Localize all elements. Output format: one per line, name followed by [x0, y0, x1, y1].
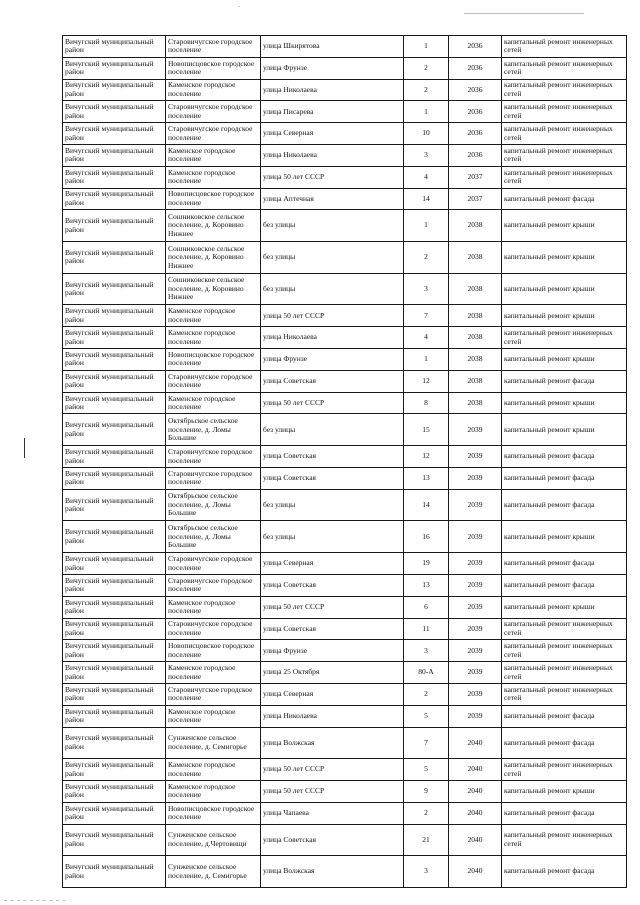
table-row: [63, 446, 627, 468]
street-cell: улица Писарева: [261, 101, 404, 123]
street-cell: улица Фрунзе: [261, 349, 404, 371]
district-cell: Вичугский муниципальный район: [63, 392, 166, 414]
district-cell: Вичугский муниципальный район: [63, 242, 166, 274]
year-cell: 2039: [449, 683, 502, 705]
street-cell: улица Северная: [261, 683, 404, 705]
settlement-cell: Старовичугское городское поселение: [166, 36, 261, 58]
district-cell: Вичугский муниципальный район: [63, 349, 166, 371]
house-number-cell: 3: [404, 144, 449, 166]
district-cell: Вичугский муниципальный район: [63, 618, 166, 640]
street-cell: без улицы: [261, 521, 404, 553]
table-row: [63, 467, 627, 489]
settlement-cell: Октябрьское сельское поселение, д. Ломы Большие: [166, 414, 261, 446]
table-row: [63, 305, 627, 327]
settlement-cell: Каменское городское поселение: [166, 166, 261, 188]
settlement-cell: Старовичугское городское поселение: [166, 467, 261, 489]
street-cell: улица Волжская: [261, 727, 404, 759]
house-number-cell: 12: [404, 370, 449, 392]
street-cell: без улицы: [261, 210, 404, 242]
table-row: [63, 596, 627, 618]
street-cell: без улицы: [261, 489, 404, 521]
street-cell: улица Советская: [261, 467, 404, 489]
settlement-cell: Каменское городское поселение: [166, 759, 261, 781]
year-cell: 2038: [449, 210, 502, 242]
work-type-cell: капитальный ремонт крыши: [502, 242, 627, 274]
street-cell: без улицы: [261, 273, 404, 305]
year-cell: 2039: [449, 640, 502, 662]
settlement-cell: Старовичугское городское поселение: [166, 553, 261, 575]
year-cell: 2039: [449, 521, 502, 553]
work-type-cell: капитальный ремонт инженерных сетей: [502, 123, 627, 145]
year-cell: 2038: [449, 349, 502, 371]
table-row: [63, 57, 627, 79]
house-number-cell: 19: [404, 553, 449, 575]
work-type-cell: капитальный ремонт инженерных сетей: [502, 79, 627, 101]
work-type-cell: капитальный ремонт крыши: [502, 596, 627, 618]
house-number-cell: 15: [404, 414, 449, 446]
settlement-cell: Сошниковское сельское поселение, д. Коровино Нижнее: [166, 273, 261, 305]
district-cell: Вичугский муниципальный район: [63, 596, 166, 618]
district-cell: Вичугский муниципальный район: [63, 57, 166, 79]
table-row: [63, 521, 627, 553]
house-number-cell: 4: [404, 166, 449, 188]
table-row: [63, 349, 627, 371]
house-number-cell: 5: [404, 705, 449, 727]
street-cell: улица Советская: [261, 824, 404, 856]
work-type-cell: капитальный ремонт крыши: [502, 305, 627, 327]
settlement-cell: Октябрьское сельское поселение, д. Ломы Большие: [166, 521, 261, 553]
work-type-cell: капитальный ремонт крыши: [502, 273, 627, 305]
house-number-cell: 21: [404, 824, 449, 856]
year-cell: 2040: [449, 824, 502, 856]
street-cell: улица Чапаева: [261, 802, 404, 824]
table-body: [63, 36, 627, 888]
margin-rule: [24, 438, 25, 458]
house-number-cell: 1: [404, 36, 449, 58]
street-cell: улица Северная: [261, 123, 404, 145]
settlement-cell: Старовичугское городское поселение: [166, 370, 261, 392]
work-type-cell: капитальный ремонт фасада: [502, 370, 627, 392]
settlement-cell: Каменское городское поселение: [166, 327, 261, 349]
house-number-cell: 8: [404, 392, 449, 414]
work-type-cell: капитальный ремонт инженерных сетей: [502, 327, 627, 349]
work-type-cell: капитальный ремонт фасада: [502, 553, 627, 575]
settlement-cell: Новописцовское городское поселение: [166, 57, 261, 79]
work-type-cell: капитальный ремонт фасада: [502, 856, 627, 888]
house-number-cell: 3: [404, 273, 449, 305]
district-cell: Вичугский муниципальный район: [63, 101, 166, 123]
year-cell: 2038: [449, 305, 502, 327]
house-number-cell: 5: [404, 759, 449, 781]
street-cell: улица 50 лет СССР: [261, 759, 404, 781]
table-row: [63, 210, 627, 242]
street-cell: улица Фрунзе: [261, 57, 404, 79]
year-cell: 2038: [449, 392, 502, 414]
year-cell: 2040: [449, 802, 502, 824]
house-number-cell: 3: [404, 640, 449, 662]
street-cell: улица 50 лет СССР: [261, 305, 404, 327]
year-cell: 2039: [449, 446, 502, 468]
year-cell: 2036: [449, 79, 502, 101]
house-number-cell: 16: [404, 521, 449, 553]
house-number-cell: 1: [404, 101, 449, 123]
district-cell: Вичугский муниципальный район: [63, 327, 166, 349]
work-type-cell: капитальный ремонт инженерных сетей: [502, 144, 627, 166]
table-row: [63, 553, 627, 575]
settlement-cell: Старовичугское городское поселение: [166, 101, 261, 123]
street-cell: улица Фрунзе: [261, 640, 404, 662]
settlement-cell: Новописцовское городское поселение: [166, 802, 261, 824]
settlement-cell: Каменское городское поселение: [166, 79, 261, 101]
district-cell: Вичугский муниципальный район: [63, 683, 166, 705]
settlement-cell: Каменское городское поселение: [166, 144, 261, 166]
settlement-cell: Старовичугское городское поселение: [166, 618, 261, 640]
work-type-cell: капитальный ремонт крыши: [502, 392, 627, 414]
street-cell: улица 50 лет СССР: [261, 596, 404, 618]
work-type-cell: капитальный ремонт фасада: [502, 705, 627, 727]
street-cell: улица Советская: [261, 618, 404, 640]
settlement-cell: Каменское городское поселение: [166, 705, 261, 727]
table-row: [63, 144, 627, 166]
street-cell: улица Николаева: [261, 79, 404, 101]
settlement-cell: Сунженское сельское поселение, д. Семигорье: [166, 856, 261, 888]
street-cell: улица Николаева: [261, 144, 404, 166]
settlement-cell: Каменское городское поселение: [166, 781, 261, 803]
settlement-cell: Сошниковское сельское поселение, д. Коровино Нижнее: [166, 210, 261, 242]
year-cell: 2036: [449, 57, 502, 79]
year-cell: 2038: [449, 242, 502, 274]
year-cell: 2040: [449, 759, 502, 781]
settlement-cell: Сошниковское сельское поселение, д. Коровино Нижнее: [166, 242, 261, 274]
table-row: [63, 824, 627, 856]
work-type-cell: капитальный ремонт фасада: [502, 489, 627, 521]
year-cell: 2039: [449, 705, 502, 727]
settlement-cell: Каменское городское поселение: [166, 305, 261, 327]
table-row: [63, 705, 627, 727]
house-number-cell: 14: [404, 188, 449, 210]
year-cell: 2038: [449, 273, 502, 305]
house-number-cell: 11: [404, 618, 449, 640]
house-number-cell: 2: [404, 802, 449, 824]
table-row: [63, 392, 627, 414]
year-cell: 2040: [449, 781, 502, 803]
year-cell: 2039: [449, 467, 502, 489]
house-number-cell: 1: [404, 210, 449, 242]
house-number-cell: 2: [404, 683, 449, 705]
work-type-cell: капитальный ремонт крыши: [502, 521, 627, 553]
work-type-cell: капитальный ремонт инженерных сетей: [502, 101, 627, 123]
table-row: [63, 166, 627, 188]
year-cell: 2040: [449, 727, 502, 759]
street-cell: без улицы: [261, 242, 404, 274]
work-type-cell: капитальный ремонт крыши: [502, 414, 627, 446]
table-row: [63, 370, 627, 392]
settlement-cell: Октябрьское сельское поселение, д. Ломы Большие: [166, 489, 261, 521]
table-row: [63, 188, 627, 210]
street-cell: улица Советская: [261, 574, 404, 596]
table-row: [63, 327, 627, 349]
work-type-cell: капитальный ремонт инженерных сетей: [502, 824, 627, 856]
table-row: [63, 856, 627, 888]
work-type-cell: капитальный ремонт инженерных сетей: [502, 759, 627, 781]
settlement-cell: Сунженское сельское поселение, д.Чертовищи: [166, 824, 261, 856]
table-row: [63, 489, 627, 521]
district-cell: Вичугский муниципальный район: [63, 414, 166, 446]
year-cell: 2039: [449, 553, 502, 575]
district-cell: Вичугский муниципальный район: [63, 210, 166, 242]
top-rule: [464, 13, 584, 14]
year-cell: 2039: [449, 574, 502, 596]
year-cell: 2036: [449, 36, 502, 58]
district-cell: Вичугский муниципальный район: [63, 640, 166, 662]
table-row: [63, 36, 627, 58]
district-cell: Вичугский муниципальный район: [63, 824, 166, 856]
street-cell: улица Советская: [261, 370, 404, 392]
work-type-cell: капитальный ремонт инженерных сетей: [502, 683, 627, 705]
year-cell: 2039: [449, 596, 502, 618]
year-cell: 2038: [449, 370, 502, 392]
district-cell: Вичугский муниципальный район: [63, 144, 166, 166]
work-type-cell: капитальный ремонт фасада: [502, 802, 627, 824]
street-cell: улица 50 лет СССР: [261, 781, 404, 803]
work-type-cell: капитальный ремонт фасада: [502, 188, 627, 210]
district-cell: Вичугский муниципальный район: [63, 781, 166, 803]
work-type-cell: капитальный ремонт инженерных сетей: [502, 640, 627, 662]
settlement-cell: Новописцовское городское поселение: [166, 349, 261, 371]
table-row: [63, 273, 627, 305]
street-cell: улица Николаева: [261, 705, 404, 727]
district-cell: Вичугский муниципальный район: [63, 856, 166, 888]
table-row: [63, 79, 627, 101]
district-cell: Вичугский муниципальный район: [63, 662, 166, 684]
table-row: [63, 727, 627, 759]
street-cell: улица Волжская: [261, 856, 404, 888]
work-type-cell: капитальный ремонт крыши: [502, 210, 627, 242]
table-row: [63, 662, 627, 684]
work-type-cell: капитальный ремонт инженерных сетей: [502, 57, 627, 79]
table-row: [63, 781, 627, 803]
house-number-cell: 2: [404, 57, 449, 79]
work-type-cell: капитальный ремонт фасада: [502, 446, 627, 468]
year-cell: 2036: [449, 123, 502, 145]
district-cell: Вичугский муниципальный район: [63, 273, 166, 305]
table-row: [63, 802, 627, 824]
table-row: [63, 618, 627, 640]
district-cell: Вичугский муниципальный район: [63, 759, 166, 781]
settlement-cell: Старовичугское городское поселение: [166, 574, 261, 596]
house-number-cell: 7: [404, 305, 449, 327]
settlement-cell: Каменское городское поселение: [166, 392, 261, 414]
house-number-cell: 2: [404, 242, 449, 274]
district-cell: Вичугский муниципальный район: [63, 521, 166, 553]
table-row: [63, 123, 627, 145]
district-cell: Вичугский муниципальный район: [63, 446, 166, 468]
work-type-cell: капитальный ремонт фасада: [502, 727, 627, 759]
district-cell: Вичугский муниципальный район: [63, 166, 166, 188]
year-cell: 2039: [449, 662, 502, 684]
house-number-cell: 1: [404, 349, 449, 371]
work-type-cell: капитальный ремонт крыши: [502, 781, 627, 803]
year-cell: 2040: [449, 856, 502, 888]
street-cell: улица Северная: [261, 553, 404, 575]
year-cell: 2036: [449, 144, 502, 166]
street-cell: улица Советская: [261, 446, 404, 468]
settlement-cell: Старовичугское городское поселение: [166, 683, 261, 705]
street-cell: улица Николаева: [261, 327, 404, 349]
work-type-cell: капитальный ремонт инженерных сетей: [502, 36, 627, 58]
street-cell: улица 50 лет СССР: [261, 392, 404, 414]
district-cell: Вичугский муниципальный район: [63, 802, 166, 824]
street-cell: улица 25 Октября: [261, 662, 404, 684]
year-cell: 2039: [449, 489, 502, 521]
settlement-cell: Каменское городское поселение: [166, 662, 261, 684]
street-cell: без улицы: [261, 414, 404, 446]
table-row: [63, 414, 627, 446]
district-cell: Вичугский муниципальный район: [63, 79, 166, 101]
district-cell: Вичугский муниципальный район: [63, 36, 166, 58]
district-cell: Вичугский муниципальный район: [63, 305, 166, 327]
district-cell: Вичугский муниципальный район: [63, 123, 166, 145]
work-type-cell: капитальный ремонт крыши: [502, 349, 627, 371]
house-number-cell: 6: [404, 596, 449, 618]
house-number-cell: 4: [404, 327, 449, 349]
settlement-cell: Сунженское сельское поселение, д. Семигорье: [166, 727, 261, 759]
settlement-cell: Новописцовское городское поселение: [166, 640, 261, 662]
house-number-cell: 13: [404, 574, 449, 596]
settlement-cell: Каменское городское поселение: [166, 596, 261, 618]
corner-mark: -: [238, 4, 240, 10]
table-row: [63, 683, 627, 705]
year-cell: 2036: [449, 101, 502, 123]
work-type-cell: капитальный ремонт инженерных сетей: [502, 166, 627, 188]
work-type-cell: капитальный ремонт фасада: [502, 574, 627, 596]
work-type-cell: капитальный ремонт инженерных сетей: [502, 662, 627, 684]
table-row: [63, 242, 627, 274]
table-row: [63, 640, 627, 662]
work-type-cell: капитальный ремонт фасада: [502, 467, 627, 489]
year-cell: 2039: [449, 618, 502, 640]
house-number-cell: 2: [404, 79, 449, 101]
house-number-cell: 9: [404, 781, 449, 803]
district-cell: Вичугский муниципальный район: [63, 467, 166, 489]
street-cell: улица Аптечная: [261, 188, 404, 210]
district-cell: Вичугский муниципальный район: [63, 705, 166, 727]
year-cell: 2037: [449, 166, 502, 188]
house-number-cell: 13: [404, 467, 449, 489]
settlement-cell: Старовичугское городское поселение: [166, 123, 261, 145]
street-cell: улица 50 лет СССР: [261, 166, 404, 188]
work-type-cell: капитальный ремонт инженерных сетей: [502, 618, 627, 640]
district-cell: Вичугский муниципальный район: [63, 489, 166, 521]
year-cell: 2037: [449, 188, 502, 210]
table-row: [63, 759, 627, 781]
district-cell: Вичугский муниципальный район: [63, 574, 166, 596]
year-cell: 2039: [449, 414, 502, 446]
district-cell: Вичугский муниципальный район: [63, 553, 166, 575]
repair-schedule-table: [62, 35, 627, 888]
district-cell: Вичугский муниципальный район: [63, 370, 166, 392]
street-cell: улица Шкирятова: [261, 36, 404, 58]
settlement-cell: Новописцовское городское поселение: [166, 188, 261, 210]
district-cell: Вичугский муниципальный район: [63, 727, 166, 759]
settlement-cell: Старовичугское городское поселение: [166, 446, 261, 468]
year-cell: 2038: [449, 327, 502, 349]
footer-mark: _ _ _ _ _ _ _ _ _ _: [4, 896, 67, 902]
house-number-cell: 14: [404, 489, 449, 521]
house-number-cell: 12: [404, 446, 449, 468]
district-cell: Вичугский муниципальный район: [63, 188, 166, 210]
house-number-cell: 10: [404, 123, 449, 145]
house-number-cell: 7: [404, 727, 449, 759]
house-number-cell: 80-А: [404, 662, 449, 684]
table-row: [63, 574, 627, 596]
house-number-cell: 3: [404, 856, 449, 888]
table-row: [63, 101, 627, 123]
